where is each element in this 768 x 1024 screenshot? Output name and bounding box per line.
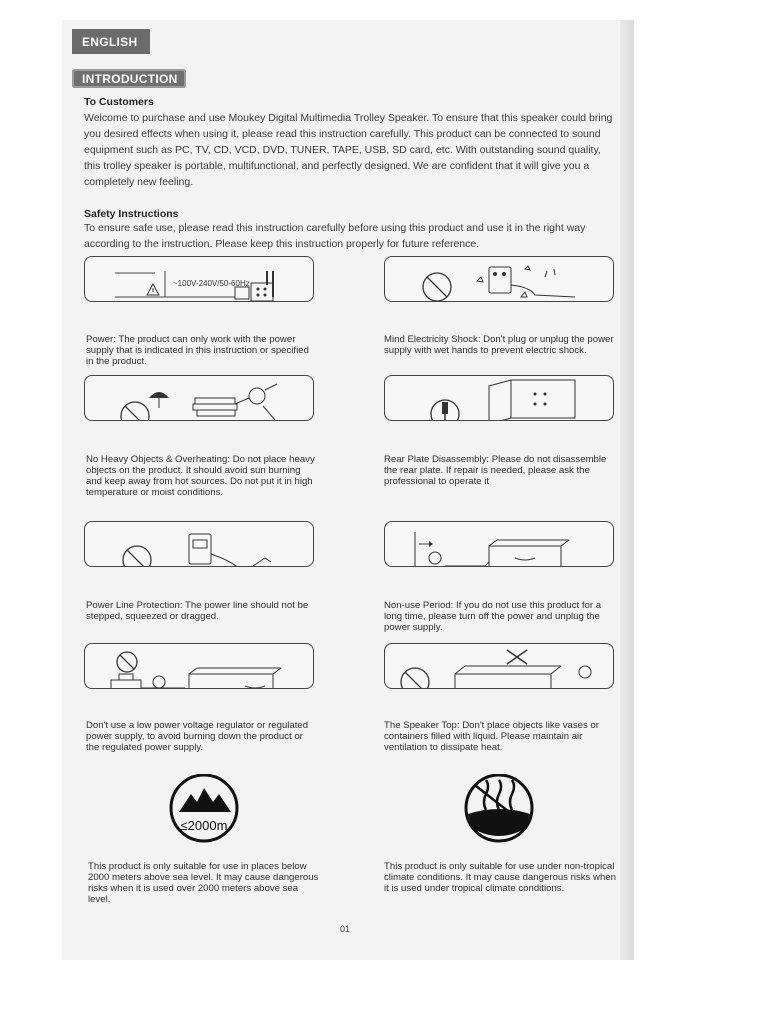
switch-off-power-icon [385,522,613,566]
page-edge-shadow [620,20,634,960]
altitude-label: ≤2000m [180,818,228,833]
rear-plate-caption: Rear Plate Disassembly: Please do not disassemble the rear plate. If repair is needed, please ask the professional to operate it [384,454,607,487]
regulator-illustration [84,643,314,689]
heavy-objects-illustration [84,375,314,421]
climate-caption: This product is only suitable for use under non-tropical climate conditions. It may cause dangerous risks when it is used under tropical climate conditions. [384,861,616,894]
rear-plate-illustration [384,375,614,421]
shock-illustration [384,256,614,302]
to-customers-text: Welcome to purchase and use Moukey Digital Multimedia Trolley Speaker. To ensure that this speaker could bring you desired effects when using it, please read this instruction carefully. This product can be connected to sound equipment such as PC, TV, CD, VCD, DVD, TUNER, TAPE, USB, SD card, etc. With outstanding sound quality, this trolley speaker is portable, multifunctional, and perfectly designed. We are confident that it will give you a completely new feeling. [84,112,613,188]
stepped-power-line-icon [85,522,313,566]
speaker-top-illustration [384,643,614,689]
power-caption: Power: The product can only work with the power supply that is indicated in this instruction or specified in the product. [86,334,309,367]
page-number: 01 [340,924,351,934]
power-line-illustration [84,521,314,567]
to-customers-heading: To Customers [84,96,154,108]
regulator-caption: Don't use a low power voltage regulator or regulated power supply, to avoid burning down the product or the regulated power supply. [86,720,309,753]
language-tab: ENGLISH [72,29,150,54]
power-illustration [84,256,314,302]
heavy-objects-caption: No Heavy Objects & Overheating: Do not place heavy objects on the product. It should avoid sun burning and keep away from hot sources. Do not put it in high temperature or moist conditions. [86,454,315,498]
non-use-illustration [384,521,614,567]
tropical-climate-icon [462,774,542,844]
altitude-caption: This product is only suitable for use in places below 2000 meters above sea level. It may cause dangerous risks when it is used over 2000 meters above sea level. [88,861,319,905]
altitude-mountain-icon [161,774,251,844]
non-use-caption: Non-use Period: If you do not use this product for a long time, please turn off the power and unplug the power supply. [384,600,602,633]
vase-on-speaker-icon [385,644,613,688]
safety-heading: Safety Instructions [84,208,179,220]
wet-hands-plug-icon [385,257,613,301]
power-line-caption: Power Line Protection: The power line should not be stepped, squeezed or dragged. [86,600,309,622]
safety-text: To ensure safe use, please read this instruction carefully before using this product and use it in the right way according to the instruction. Please keep this instruction properly for future reference. [84,222,586,250]
section-title: INTRODUCTION [72,69,186,88]
voltage-regulator-icon [85,644,313,688]
shock-caption: Mind Electricity Shock: Don't plug or unplug the power supply with wet hands to prevent electric shock. [384,334,614,356]
screwdriver-rear-plate-icon [385,376,613,420]
voltage-label: ~100V-240V/50-60Hz [173,279,250,288]
speaker-top-caption: The Speaker Top: Don't place objects like vases or containers filled with liquid. Please maintain air ventilation to dissipate heat. [384,720,599,753]
power-plug-icon [85,257,313,301]
heavy-objects-sun-icon [85,376,313,420]
